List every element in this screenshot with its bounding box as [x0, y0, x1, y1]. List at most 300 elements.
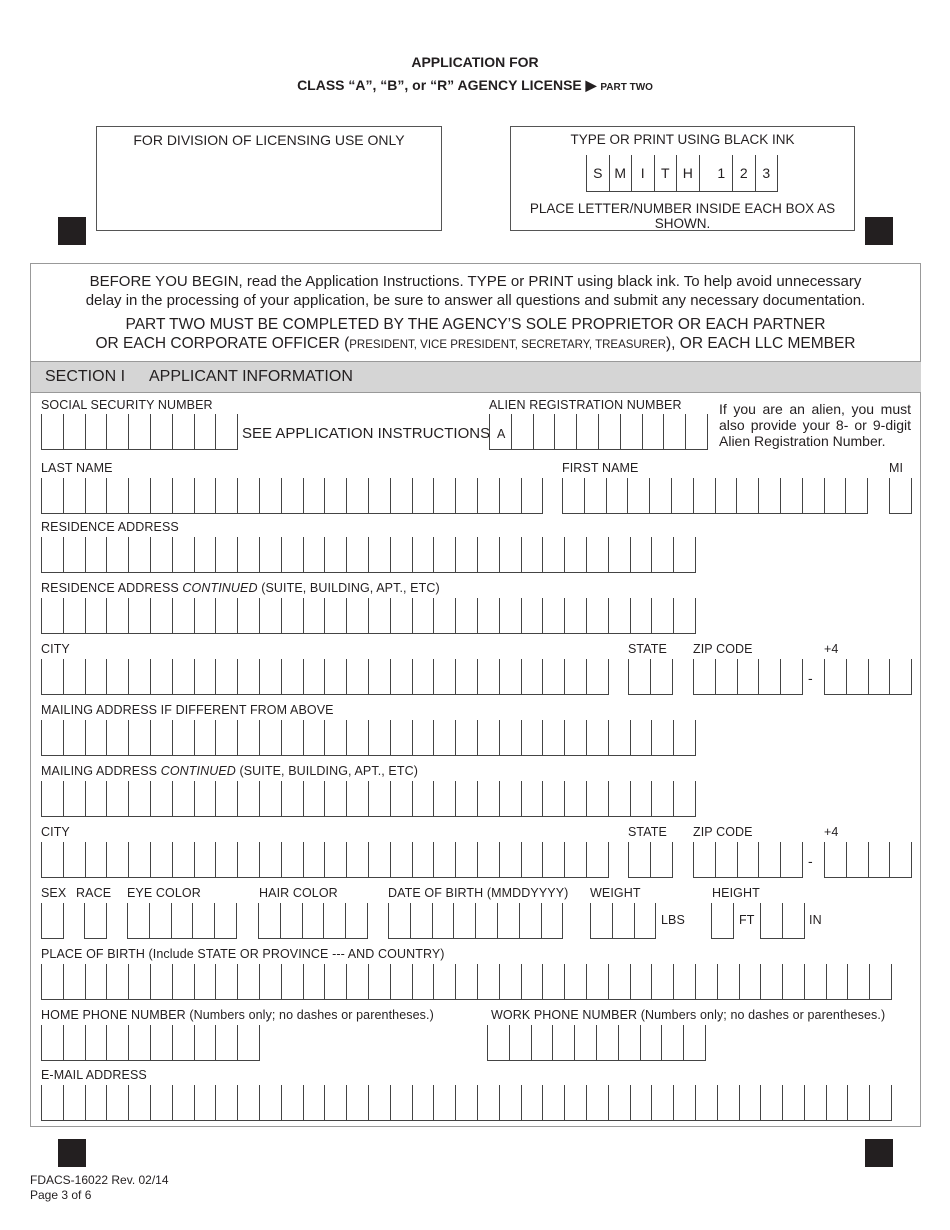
char-cell[interactable] [716, 659, 738, 694]
char-cell[interactable] [522, 781, 544, 816]
char-cell[interactable] [522, 1085, 544, 1120]
char-cell[interactable] [86, 537, 108, 572]
mailing-plus4-input[interactable] [824, 842, 912, 878]
first-name-input[interactable] [562, 478, 868, 514]
char-cell[interactable] [631, 781, 653, 816]
char-cell[interactable] [282, 537, 304, 572]
alien-input[interactable] [489, 414, 708, 450]
weight-input[interactable] [590, 903, 656, 939]
char-cell[interactable] [542, 903, 564, 938]
char-cell[interactable] [478, 478, 500, 513]
char-cell[interactable] [282, 720, 304, 755]
char-cell[interactable] [107, 414, 129, 449]
char-cell[interactable] [488, 1025, 510, 1060]
char-cell[interactable] [238, 964, 260, 999]
char-cell[interactable] [325, 478, 347, 513]
char-cell[interactable] [613, 903, 635, 938]
char-cell[interactable] [783, 1085, 805, 1120]
char-cell[interactable] [532, 1025, 554, 1060]
char-cell[interactable] [347, 598, 369, 633]
char-cell[interactable] [128, 903, 150, 938]
char-cell[interactable] [173, 720, 195, 755]
char-cell[interactable] [803, 478, 825, 513]
char-cell[interactable] [216, 537, 238, 572]
char-cell[interactable] [456, 478, 478, 513]
char-cell[interactable] [173, 659, 195, 694]
char-cell[interactable] [694, 659, 716, 694]
char-cell[interactable] [347, 842, 369, 877]
char-cell[interactable] [151, 537, 173, 572]
char-cell[interactable] [587, 781, 609, 816]
char-cell[interactable] [761, 903, 783, 938]
char-cell[interactable] [304, 598, 326, 633]
char-cell[interactable] [522, 598, 544, 633]
char-cell[interactable] [522, 964, 544, 999]
char-cell[interactable] [522, 537, 544, 572]
char-cell[interactable] [42, 659, 64, 694]
char-cell[interactable] [716, 842, 738, 877]
char-cell[interactable] [411, 903, 433, 938]
char-cell[interactable] [42, 964, 64, 999]
char-cell[interactable] [869, 659, 891, 694]
char-cell[interactable] [534, 414, 556, 449]
char-cell[interactable] [347, 537, 369, 572]
char-cell[interactable] [347, 659, 369, 694]
char-cell[interactable] [304, 964, 326, 999]
mailing-input[interactable] [41, 720, 696, 756]
char-cell[interactable] [652, 1085, 674, 1120]
char-cell[interactable] [129, 478, 151, 513]
char-cell[interactable] [42, 903, 64, 938]
race-input[interactable] [84, 903, 107, 939]
char-cell[interactable] [216, 964, 238, 999]
char-cell[interactable] [369, 598, 391, 633]
char-cell[interactable] [42, 414, 64, 449]
char-cell[interactable] [195, 720, 217, 755]
char-cell[interactable] [369, 659, 391, 694]
char-cell[interactable] [478, 537, 500, 572]
char-cell[interactable] [129, 781, 151, 816]
char-cell[interactable] [260, 598, 282, 633]
zip-input[interactable] [693, 659, 803, 695]
char-cell[interactable] [631, 720, 653, 755]
char-cell[interactable] [575, 1025, 597, 1060]
char-cell[interactable] [86, 598, 108, 633]
char-cell[interactable] [456, 598, 478, 633]
char-cell[interactable] [629, 659, 651, 694]
char-cell[interactable] [173, 781, 195, 816]
char-cell[interactable] [652, 720, 674, 755]
char-cell[interactable] [151, 1085, 173, 1120]
char-cell[interactable] [543, 537, 565, 572]
char-cell[interactable] [389, 903, 411, 938]
char-cell[interactable] [565, 964, 587, 999]
char-cell[interactable] [173, 598, 195, 633]
char-cell[interactable] [641, 1025, 663, 1060]
char-cell[interactable] [563, 478, 585, 513]
plus4-input[interactable] [824, 659, 912, 695]
char-cell[interactable] [325, 1085, 347, 1120]
char-cell[interactable] [664, 414, 686, 449]
char-cell[interactable] [631, 964, 653, 999]
char-cell[interactable] [565, 781, 587, 816]
char-cell[interactable] [260, 720, 282, 755]
char-cell[interactable] [825, 842, 847, 877]
char-cell[interactable] [631, 1085, 653, 1120]
char-cell[interactable] [635, 903, 657, 938]
char-cell[interactable] [674, 598, 696, 633]
char-cell[interactable] [674, 1085, 696, 1120]
char-cell[interactable] [129, 964, 151, 999]
char-cell[interactable] [847, 659, 869, 694]
char-cell[interactable] [609, 781, 631, 816]
char-cell[interactable] [42, 478, 64, 513]
char-cell[interactable] [42, 781, 64, 816]
char-cell[interactable] [565, 537, 587, 572]
char-cell[interactable] [107, 537, 129, 572]
char-cell[interactable] [304, 781, 326, 816]
char-cell[interactable] [215, 903, 237, 938]
char-cell[interactable] [619, 1025, 641, 1060]
char-cell[interactable] [129, 659, 151, 694]
char-cell[interactable] [847, 842, 869, 877]
char-cell[interactable] [129, 720, 151, 755]
char-cell[interactable] [651, 659, 673, 694]
char-cell[interactable] [325, 964, 347, 999]
char-cell[interactable] [216, 598, 238, 633]
char-cell[interactable] [107, 598, 129, 633]
char-cell[interactable] [238, 537, 260, 572]
char-cell[interactable] [587, 964, 609, 999]
char-cell[interactable] [565, 598, 587, 633]
char-cell[interactable] [195, 598, 217, 633]
char-cell[interactable] [304, 720, 326, 755]
char-cell[interactable] [282, 659, 304, 694]
char-cell[interactable] [781, 842, 803, 877]
char-cell[interactable] [391, 781, 413, 816]
char-cell[interactable] [621, 414, 643, 449]
char-cell[interactable] [238, 842, 260, 877]
char-cell[interactable] [64, 1025, 86, 1060]
char-cell[interactable] [129, 414, 151, 449]
char-cell[interactable] [151, 720, 173, 755]
char-cell[interactable] [652, 598, 674, 633]
char-cell[interactable] [543, 720, 565, 755]
char-cell[interactable] [107, 1025, 129, 1060]
char-cell[interactable] [686, 414, 708, 449]
char-cell[interactable] [64, 842, 86, 877]
char-cell[interactable] [825, 478, 847, 513]
char-cell[interactable] [64, 478, 86, 513]
char-cell[interactable] [522, 478, 544, 513]
char-cell[interactable] [195, 964, 217, 999]
char-cell[interactable] [391, 537, 413, 572]
char-cell[interactable] [129, 842, 151, 877]
char-cell[interactable] [587, 537, 609, 572]
char-cell[interactable] [740, 1085, 762, 1120]
mailing-state-input[interactable] [628, 842, 673, 878]
char-cell[interactable] [238, 659, 260, 694]
char-cell[interactable] [260, 781, 282, 816]
char-cell[interactable] [696, 964, 718, 999]
char-cell[interactable] [434, 478, 456, 513]
char-cell[interactable] [609, 598, 631, 633]
char-cell[interactable] [500, 659, 522, 694]
char-cell[interactable] [369, 1085, 391, 1120]
char-cell[interactable] [64, 598, 86, 633]
char-cell[interactable] [510, 1025, 532, 1060]
char-cell[interactable] [456, 1085, 478, 1120]
char-cell[interactable] [478, 659, 500, 694]
char-cell[interactable] [478, 781, 500, 816]
hair-color-input[interactable] [258, 903, 368, 939]
char-cell[interactable] [827, 1085, 849, 1120]
char-cell[interactable] [696, 1085, 718, 1120]
char-cell[interactable] [172, 903, 194, 938]
char-cell[interactable] [86, 478, 108, 513]
char-cell[interactable] [391, 659, 413, 694]
char-cell[interactable] [478, 598, 500, 633]
char-cell[interactable] [805, 964, 827, 999]
char-cell[interactable] [151, 598, 173, 633]
char-cell[interactable] [478, 842, 500, 877]
residence-continued-input[interactable] [41, 598, 696, 634]
char-cell[interactable] [346, 903, 368, 938]
char-cell[interactable] [42, 1085, 64, 1120]
char-cell[interactable] [500, 598, 522, 633]
char-cell[interactable] [869, 842, 891, 877]
char-cell[interactable] [694, 842, 716, 877]
char-cell[interactable] [599, 414, 621, 449]
char-cell[interactable] [391, 842, 413, 877]
char-cell[interactable] [478, 1085, 500, 1120]
char-cell[interactable] [238, 720, 260, 755]
char-cell[interactable] [129, 1085, 151, 1120]
char-cell[interactable] [434, 598, 456, 633]
char-cell[interactable] [282, 598, 304, 633]
char-cell[interactable] [520, 903, 542, 938]
char-cell[interactable] [195, 414, 217, 449]
char-cell[interactable] [740, 964, 762, 999]
char-cell[interactable] [413, 964, 435, 999]
char-cell[interactable] [107, 720, 129, 755]
char-cell[interactable] [716, 478, 738, 513]
char-cell[interactable] [413, 781, 435, 816]
char-cell[interactable] [303, 903, 325, 938]
char-cell[interactable] [512, 414, 534, 449]
char-cell[interactable] [282, 842, 304, 877]
char-cell[interactable] [369, 720, 391, 755]
height-feet-input[interactable] [711, 903, 734, 939]
home-phone-input[interactable] [41, 1025, 260, 1061]
char-cell[interactable] [543, 781, 565, 816]
char-cell[interactable] [391, 720, 413, 755]
sex-input[interactable] [41, 903, 64, 939]
char-cell[interactable] [325, 659, 347, 694]
char-cell[interactable] [674, 781, 696, 816]
mailing-city-input[interactable] [41, 842, 609, 878]
char-cell[interactable] [260, 964, 282, 999]
char-cell[interactable] [391, 598, 413, 633]
char-cell[interactable] [848, 964, 870, 999]
state-input[interactable] [628, 659, 673, 695]
char-cell[interactable] [151, 964, 173, 999]
char-cell[interactable] [391, 964, 413, 999]
char-cell[interactable] [42, 842, 64, 877]
char-cell[interactable] [304, 537, 326, 572]
char-cell[interactable] [543, 1085, 565, 1120]
char-cell[interactable] [456, 537, 478, 572]
char-cell[interactable] [587, 720, 609, 755]
char-cell[interactable] [565, 1085, 587, 1120]
char-cell[interactable] [216, 1085, 238, 1120]
char-cell[interactable] [577, 414, 599, 449]
char-cell[interactable] [64, 964, 86, 999]
char-cell[interactable] [64, 720, 86, 755]
char-cell[interactable] [413, 842, 435, 877]
char-cell[interactable] [369, 537, 391, 572]
char-cell[interactable] [324, 903, 346, 938]
char-cell[interactable] [216, 414, 238, 449]
char-cell[interactable] [195, 478, 217, 513]
char-cell[interactable] [64, 659, 86, 694]
char-cell[interactable] [195, 659, 217, 694]
residence-input[interactable] [41, 537, 696, 573]
char-cell[interactable] [150, 903, 172, 938]
char-cell[interactable] [151, 1025, 173, 1060]
char-cell[interactable] [870, 1085, 892, 1120]
char-cell[interactable] [107, 478, 129, 513]
char-cell[interactable] [662, 1025, 684, 1060]
char-cell[interactable] [151, 781, 173, 816]
email-input[interactable] [41, 1085, 892, 1121]
char-cell[interactable] [434, 842, 456, 877]
char-cell[interactable] [151, 478, 173, 513]
char-cell[interactable] [591, 903, 613, 938]
char-cell[interactable] [260, 478, 282, 513]
char-cell[interactable] [304, 659, 326, 694]
char-cell[interactable] [587, 842, 609, 877]
char-cell[interactable] [86, 720, 108, 755]
char-cell[interactable] [565, 720, 587, 755]
char-cell[interactable] [652, 781, 674, 816]
char-cell[interactable] [129, 598, 151, 633]
char-cell[interactable] [413, 659, 435, 694]
char-cell[interactable] [585, 478, 607, 513]
char-cell[interactable] [597, 1025, 619, 1060]
char-cell[interactable] [553, 1025, 575, 1060]
char-cell[interactable] [781, 478, 803, 513]
char-cell[interactable] [650, 478, 672, 513]
char-cell[interactable] [738, 842, 760, 877]
char-cell[interactable] [500, 537, 522, 572]
char-cell[interactable] [631, 598, 653, 633]
char-cell[interactable] [609, 537, 631, 572]
char-cell[interactable] [42, 1025, 64, 1060]
char-cell[interactable] [238, 1025, 260, 1060]
char-cell[interactable] [433, 903, 455, 938]
char-cell[interactable] [325, 842, 347, 877]
char-cell[interactable] [347, 964, 369, 999]
char-cell[interactable] [391, 478, 413, 513]
char-cell[interactable] [607, 478, 629, 513]
char-cell[interactable] [173, 1085, 195, 1120]
char-cell[interactable] [565, 659, 587, 694]
char-cell[interactable] [151, 659, 173, 694]
char-cell[interactable] [129, 1025, 151, 1060]
char-cell[interactable] [456, 781, 478, 816]
char-cell[interactable] [674, 964, 696, 999]
char-cell[interactable] [456, 964, 478, 999]
char-cell[interactable] [173, 537, 195, 572]
char-cell[interactable] [216, 1025, 238, 1060]
char-cell[interactable] [347, 1085, 369, 1120]
char-cell[interactable] [738, 659, 760, 694]
char-cell[interactable] [413, 1085, 435, 1120]
mailing-zip-input[interactable] [693, 842, 803, 878]
char-cell[interactable] [413, 720, 435, 755]
char-cell[interactable] [454, 903, 476, 938]
char-cell[interactable] [825, 659, 847, 694]
char-cell[interactable] [369, 842, 391, 877]
char-cell[interactable] [628, 478, 650, 513]
char-cell[interactable] [565, 842, 587, 877]
char-cell[interactable] [86, 781, 108, 816]
char-cell[interactable] [651, 842, 673, 877]
char-cell[interactable] [259, 903, 281, 938]
char-cell[interactable] [347, 478, 369, 513]
char-cell[interactable] [631, 537, 653, 572]
char-cell[interactable] [195, 1025, 217, 1060]
char-cell[interactable] [107, 964, 129, 999]
char-cell[interactable] [478, 964, 500, 999]
char-cell[interactable] [413, 598, 435, 633]
char-cell[interactable] [759, 659, 781, 694]
char-cell[interactable] [195, 1085, 217, 1120]
char-cell[interactable] [151, 842, 173, 877]
char-cell[interactable] [712, 903, 734, 938]
char-cell[interactable] [369, 478, 391, 513]
char-cell[interactable] [195, 781, 217, 816]
char-cell[interactable] [870, 964, 892, 999]
char-cell[interactable] [64, 1085, 86, 1120]
char-cell[interactable] [478, 720, 500, 755]
ssn-input[interactable] [41, 414, 238, 450]
char-cell[interactable] [282, 964, 304, 999]
char-cell[interactable] [173, 414, 195, 449]
char-cell[interactable] [500, 478, 522, 513]
char-cell[interactable] [543, 964, 565, 999]
char-cell[interactable] [543, 659, 565, 694]
char-cell[interactable] [238, 598, 260, 633]
char-cell[interactable] [629, 842, 651, 877]
char-cell[interactable] [587, 659, 609, 694]
char-cell[interactable] [325, 537, 347, 572]
char-cell[interactable] [587, 598, 609, 633]
char-cell[interactable] [282, 478, 304, 513]
mailing-continued-input[interactable] [41, 781, 696, 817]
char-cell[interactable] [42, 598, 64, 633]
char-cell[interactable] [890, 478, 912, 513]
char-cell[interactable] [718, 1085, 740, 1120]
char-cell[interactable] [609, 1085, 631, 1120]
char-cell[interactable] [456, 659, 478, 694]
char-cell[interactable] [846, 478, 868, 513]
char-cell[interactable] [413, 537, 435, 572]
char-cell[interactable] [805, 1085, 827, 1120]
char-cell[interactable] [391, 1085, 413, 1120]
char-cell[interactable] [107, 781, 129, 816]
